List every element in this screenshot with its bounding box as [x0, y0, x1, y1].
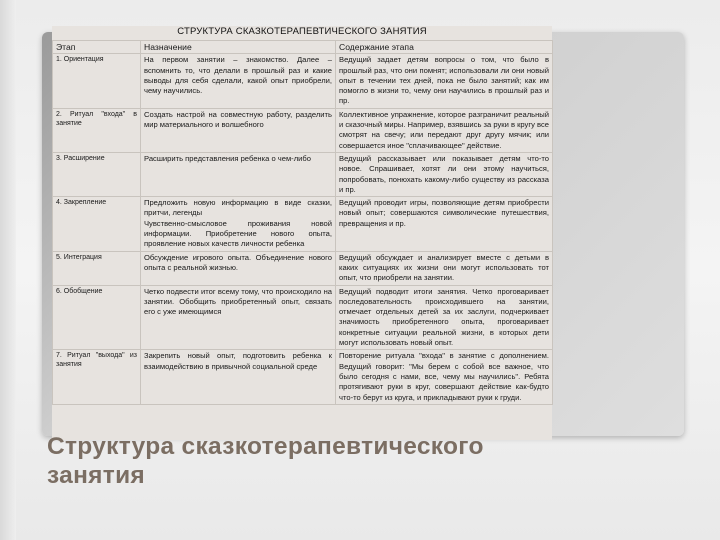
table-row	[53, 54, 553, 108]
table-row	[53, 152, 553, 196]
content-cell: Ведущий рассказывает или показывает детям что-то новое. Спрашивает, хотят ли они этому научиться, попробовать, понюхать какому-либо существу из рассказа и пр.	[336, 152, 553, 196]
header-stage: Этап	[53, 41, 141, 54]
stage-cell: 6. Обобщение	[53, 285, 141, 350]
header-content: Содержание этапа	[336, 41, 553, 54]
stage-cell: 4. Закрепление	[53, 197, 141, 251]
table-row	[53, 350, 553, 404]
slide-left-band	[0, 0, 16, 540]
table-row	[53, 197, 553, 251]
purpose-text: Предложить новую информацию в виде сказки, притчи, легенды	[144, 198, 332, 218]
stage-cell: 2. Ритуал "входа" в занятие	[53, 108, 141, 152]
content-cell: Ведущий проводит игры, позволяющие детям приобрести новый опыт; совершаются символические путешествия, превращения и пр.	[336, 197, 553, 251]
document-title: СТРУКТУРА СКАЗКОТЕРАПЕВТИЧЕСКОГО ЗАНЯТИЯ	[177, 26, 427, 37]
stage-cell: 3. Расширение	[53, 152, 141, 196]
stage-cell: 5. Интеграция	[53, 251, 141, 285]
purpose-cell: Обсуждение игрового опыта. Объединение нового опыта с реальной жизнью.	[141, 251, 336, 285]
purpose-cell: Закрепить новый опыт, подготовить ребенка к взаимодействию в привычной социальной среде	[141, 350, 336, 404]
purpose-cell	[141, 197, 336, 251]
table-row	[53, 251, 553, 285]
table-header-row	[53, 41, 553, 54]
purpose-cell: Создать настрой на совместную работу, разделить мир материального и волшебного	[141, 108, 336, 152]
content-cell: Ведущий подводит итоги занятия. Четко проговаривает последовательность происходившего на занятии, отмечает отдельных детей за их заслуги, подчеркивает значимость приобретенного опыта, проговаривает конкретные ситуации реальной жизни, в которых дети могут использовать новый опыт.	[336, 285, 553, 350]
stage-cell: 7. Ритуал "выхода" из занятия	[53, 350, 141, 404]
slide-title-line2: занятия	[47, 462, 146, 489]
purpose-cell: Четко подвести итог всему тому, что происходило на занятии. Обобщить приобретенный опыт, связать его с уже имеющимся	[141, 285, 336, 350]
table-row	[53, 285, 553, 350]
structure-table	[52, 40, 553, 405]
content-cell: Ведущий обсуждает и анализирует вместе с детьми в каких ситуациях их жизни они могут использовать тот опыт, что приобрели на занятии.	[336, 251, 553, 285]
content-cell: Коллективное упражнение, которое разграничит реальный и сказочный миры. Например, взявшись за руки в кругу все смотрят на свечу; или передают друг другу мячик; или совершается иное "сплачивающее" действие.	[336, 108, 553, 152]
header-purpose: Назначение	[141, 41, 336, 54]
purpose-cell: Расширить представления ребенка о чем-либо	[141, 152, 336, 196]
table-row	[53, 108, 553, 152]
purpose-cell: На первом занятии – знакомство. Далее – вспомнить то, что делали в прошлый раз и какие выводы для себя сделали, какой опыт приобрели, чему научились.	[141, 54, 336, 108]
content-cell: Повторение ритуала "входа" в занятие с дополнением. Ведущий говорит: "Мы берем с собой все важное, что было сегодня с нами, все, чему мы научились". Ребята протягивают руки в круг, совершают действие как-будто что-то берут из круга, и прикладывают руки к груди.	[336, 350, 553, 404]
slide-title-line1: Структура сказкотерапевтического	[47, 433, 484, 460]
slide-title	[47, 432, 607, 490]
content-cell: Ведущий задает детям вопросы о том, что было в прошлый раз, что они помнят; использовали ли они новый опыт в течении тех дней, пока не было занятий; как им помогло в жизни то, чему они научились в прошлый раз и пр.	[336, 54, 553, 108]
purpose-text-secondary: Чувственно-смысловое проживания новой информации. Приобретение нового опыта, проявление новых качеств личности ребенка	[144, 218, 332, 249]
stage-cell: 1. Ориентация	[53, 54, 141, 108]
